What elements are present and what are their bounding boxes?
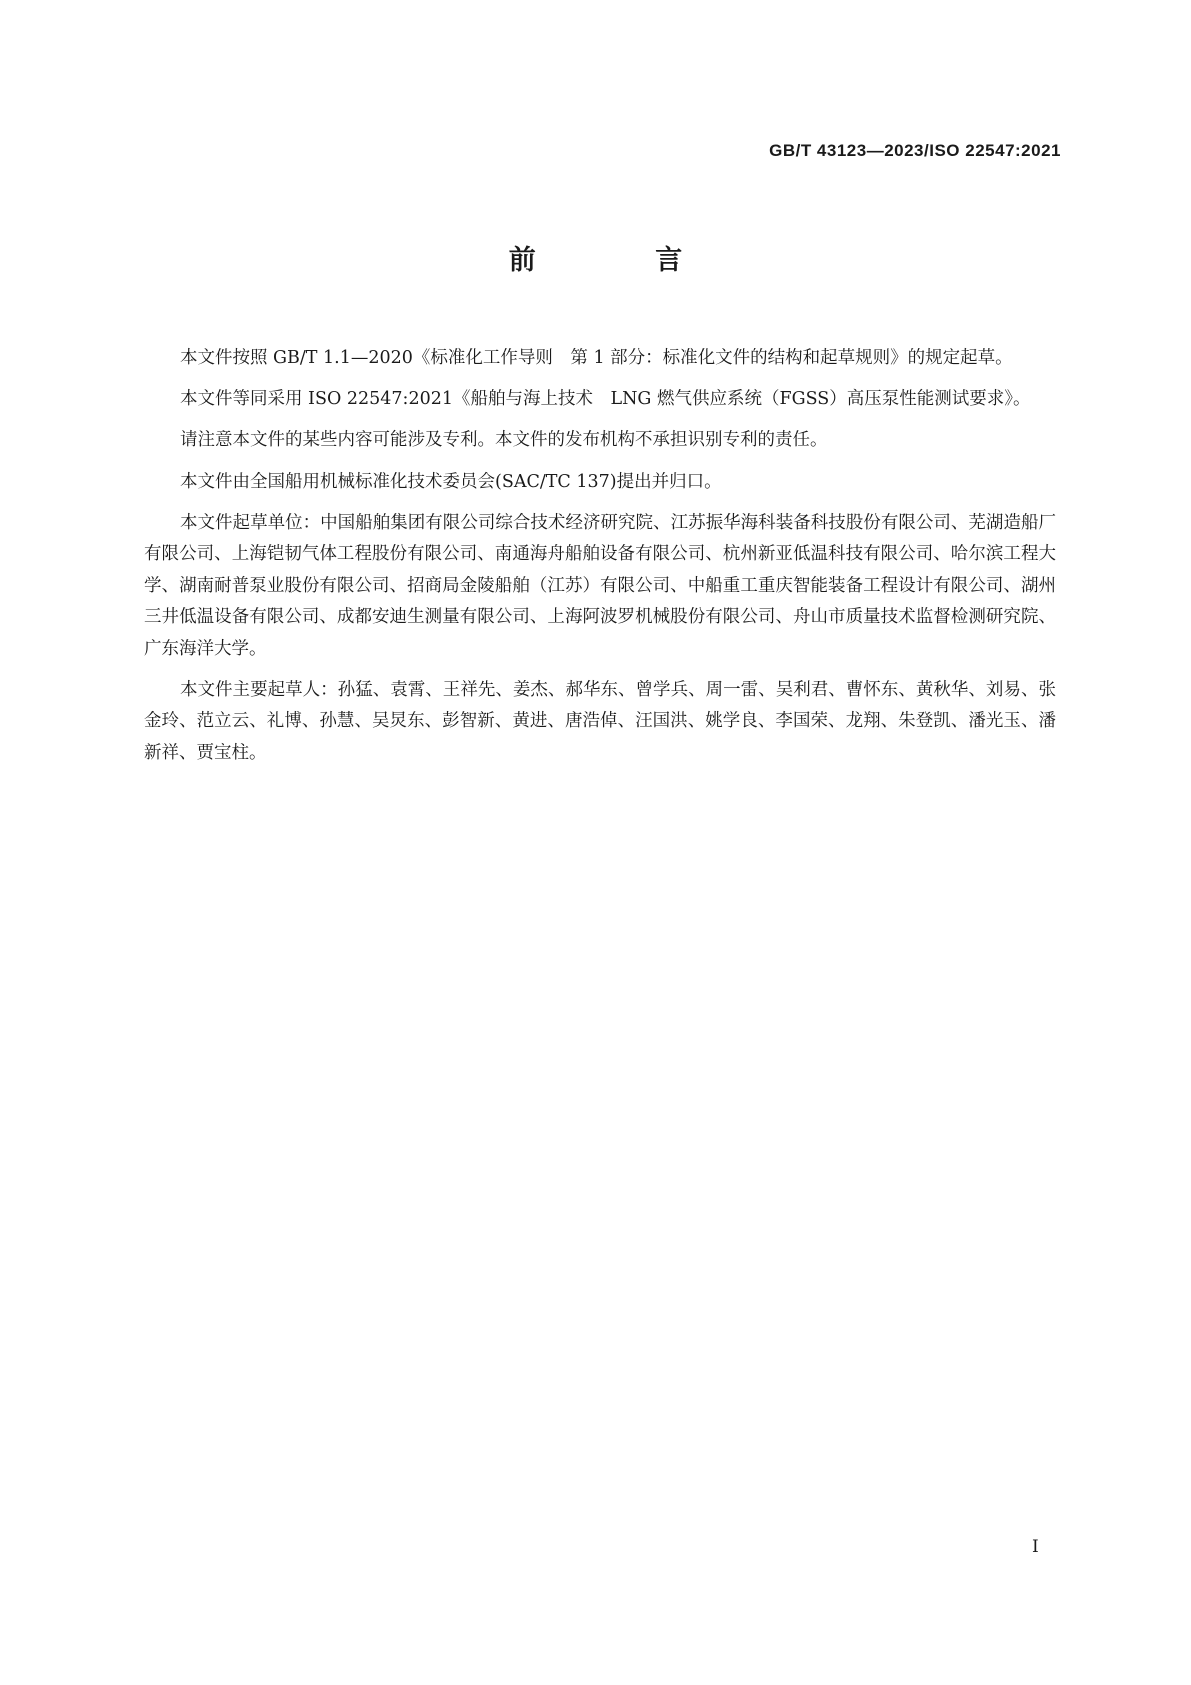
standard-code-header: GB/T 43123—2023/ISO 22547:2021 bbox=[769, 141, 1061, 160]
paragraph-identical-adoption: 本文件等同采用 ISO 22547:2021《船舶与海上技术 LNG 燃气供应系统（FGSS）高压泵性能测试要求》。 bbox=[180, 389, 1031, 410]
paragraph-patent-notice: 请注意本文件的某些内容可能涉及专利。本文件的发布机构不承担识别专利的责任。 bbox=[180, 430, 828, 451]
paragraph-drafting-organizations: 本文件起草单位：中国船舶集团有限公司综合技术经济研究院、江苏振华海科装备科技股份有限公司、芜湖造船厂有限公司、上海铠韧气体工程股份有限公司、南通海舟船舶设备有限公司、杭州新亚低温科技有限公司、哈尔滨工程大学、湖南耐普泵业股份有限公司、招商局金陵船舶（江苏）有限公司、中船重工重庆智能装备工程设计有限公司、湖州三井低温设备有限公司、成都安迪生测量有限公司、上海阿波罗机械股份有限公司、舟山市质量技术监督检测研究院、广东海洋大学。 bbox=[144, 512, 1056, 659]
page-number: I bbox=[1032, 1537, 1039, 1557]
paragraph-drafting-rules: 本文件按照 GB/T 1.1—2020《标准化工作导则 第 1 部分：标准化文件的结构和起草规则》的规定起草。 bbox=[180, 348, 1013, 368]
page-title: 前 言 bbox=[508, 245, 738, 276]
paragraph-proposer: 本文件由全国船用机械标准化技术委员会(SAC/TC 137)提出并归口。 bbox=[180, 471, 722, 492]
foreword-body bbox=[144, 343, 1056, 779]
paragraph-drafters: 本文件主要起草人：孙猛、袁霄、王祥先、姜杰、郝华东、曾学兵、周一雷、吴利君、曹怀东、黄秋华、刘易、张金玲、范立云、礼博、孙慧、吴炅东、彭智新、黄进、唐浩倬、汪国洪、姚学良、李国荣、龙翔、朱登凯、潘光玉、潘新祥、贾宝柱。 bbox=[144, 679, 1056, 763]
